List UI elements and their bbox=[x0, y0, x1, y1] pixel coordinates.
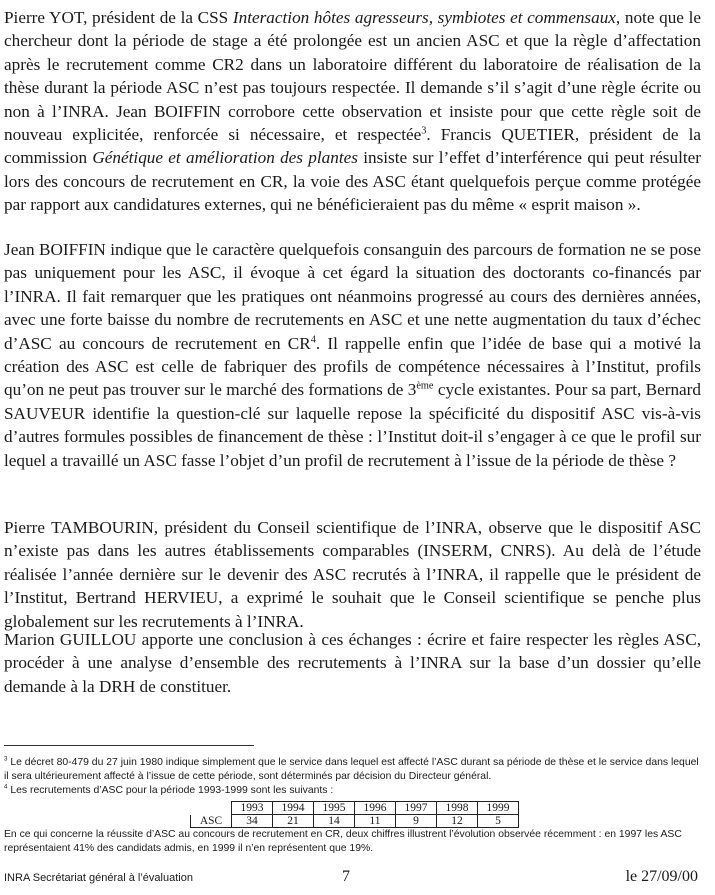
page-footer bbox=[4, 868, 704, 890]
table-value-cell: 21 bbox=[273, 815, 314, 828]
paragraph-boiffin bbox=[4, 238, 701, 472]
footnote-4 bbox=[4, 784, 704, 798]
table-header-row bbox=[191, 802, 519, 815]
p2-text-2: . Il rappelle enfin que l’idée de base qui a motivé la création des ASC est celle de fabriquer des profils de compétence nécessaires à l’Institut, profils qu’on ne peut pas trouver sur le marché des formations de 3 bbox=[4, 333, 701, 400]
p2-text-1: Jean BOIFFIN indique que le caractère quelquefois consanguin des parcours de formation ne se pose pas uniquement pour les ASC, il évoque à cet égard la situation des doctorants co-financés par l’INRA. Il fait remarquer que les pratiques ont néanmoins progressé au cours des dernières années, avec une forte baisse du nombre de recrutements en ASC et une nette augmentation du taux d’échec d’ASC au concours de recrutement en CR bbox=[4, 240, 701, 353]
footnote-4-mark: 4 bbox=[4, 783, 8, 791]
paragraph-guillou: Marion GUILLOU apporte une conclusion à ces échanges : écrire et faire respecter les règles ASC, procéder à une analyse d’ensemble des recrutements à l’INRA sur la base d’un dossier qu’elle demande à la DRH de constituer. bbox=[4, 630, 701, 696]
table-year-cell: 1996 bbox=[355, 802, 396, 815]
p1-text-1: Pierre YOT, président de la CSS bbox=[4, 8, 233, 27]
table-value-cell: 9 bbox=[396, 815, 437, 828]
p2-text-3: cycle existantes. Pour sa part, Bernard SAUVEUR identifie la question-clé sur laquelle repose la spécificité du dispositif ASC vis-à-vis d’autres formules possibles de financement de thèse : l’Institut doit-il s’engager à ce que le profil sur lequel a travaillé un ASC fasse l’objet d’un profil de recrutement à l’issue de la période de thèse ? bbox=[4, 380, 701, 470]
asc-recruitment-table bbox=[190, 801, 519, 828]
footnote-3-mark: 3 bbox=[4, 755, 8, 763]
table-corner-cell bbox=[191, 802, 232, 815]
paragraph-tambourin: Pierre TAMBOURIN, président du Conseil scientifique de l’INRA, observe que le dispositif ASC n’existe pas dans les autres établissements comparables (INSERM, CNRS). Au delà de l’étude réalisée l’année dernière sur le devenir des ASC recrutés à l’INRA, il rappelle que le président de l’Institut, Bertrand HERVIEU, a exprimé le souhait que le Conseil scientifique se penche plus globalement sur les recrutements à l’INRA. bbox=[4, 518, 701, 631]
footnote-separator bbox=[4, 745, 254, 746]
table-value-cell: 34 bbox=[232, 815, 273, 828]
footnote-3 bbox=[4, 756, 704, 783]
p1-commission-title: Génétique et amélioration des plantes bbox=[92, 148, 358, 168]
footer-date: le 27/09/00 bbox=[625, 868, 698, 885]
footnote-3-text: Le décret 80-479 du 27 juin 1980 indique simplement que le service dans lequel est affecté l’ASC durant sa période de thèse et le service dans lequel il sera ultérieurement affecté à l’issue de cette période, sont déterminés par décision du Directeur général. bbox=[4, 757, 699, 782]
footnote-ref-4: 4 bbox=[310, 333, 316, 345]
p1-css-title: Interaction hôtes agresseurs, symbiotes et commensaux bbox=[232, 8, 616, 27]
table-value-cell: 11 bbox=[355, 815, 396, 828]
table-year-cell: 1993 bbox=[232, 802, 273, 815]
table-row-label: ASC bbox=[191, 815, 232, 828]
page-number: 7 bbox=[342, 868, 350, 885]
ordinal-superscript: ème bbox=[416, 380, 434, 392]
table-year-cell: 1994 bbox=[273, 802, 314, 815]
table-year-cell: 1998 bbox=[437, 802, 478, 815]
table-year-cell: 1995 bbox=[314, 802, 355, 815]
table-value-cell: 12 bbox=[437, 815, 478, 828]
footnote-conclusion: En ce qui concerne la réussite d’ASC au concours de recrutement en CR, deux chiffres illustrent l’évolution observée récemment : en 1997 les ASC représentaient 41% des candidats admis, en 1999 il n’en représentent que 19%. bbox=[4, 829, 682, 854]
p1-text-2: , note que le chercheur dont la période de stage a été prolongée est un ancien ASC et que la règle d’affectation après le recrutement comme CR2 dans un laboratoire différent du laboratoire de réalisation de la thèse durant la période ASC n’est pas toujours respectée. Il demande s’il s’agit d’une règle écrite ou non à l’INRA. Jean BOIFFIN corrobore cette observation et insiste pour que cette règle soit de nouveau explicitée, renforcée si nécessaire, et respectée bbox=[4, 8, 701, 145]
footnote-4-text: Les recrutements d’ASC pour la période 1993-1999 sont les suivants : bbox=[7, 785, 334, 796]
p1-text-4: insiste sur l’effet d’interférence qui peut résulter lors des concours de recrutement en CR, la voie des ASC étant quelquefois perçue comme protégée par rapport aux candidatures externes, qui ne bénéficieraient pas du même « esprit maison ». bbox=[4, 148, 701, 215]
table-value-cell: 14 bbox=[314, 815, 355, 828]
footnote-ref-3: 3 bbox=[421, 125, 427, 137]
table-value-cell: 5 bbox=[478, 815, 519, 828]
paragraph-yot bbox=[4, 6, 701, 217]
table-year-cell: 1997 bbox=[396, 802, 437, 815]
p1-text-3: . Francis QUETIER, président de la commission bbox=[4, 125, 701, 168]
table-row bbox=[191, 815, 519, 828]
footer-organization: INRA Secrétariat général à l’évaluation bbox=[4, 872, 193, 884]
table-year-cell: 1999 bbox=[478, 802, 519, 815]
